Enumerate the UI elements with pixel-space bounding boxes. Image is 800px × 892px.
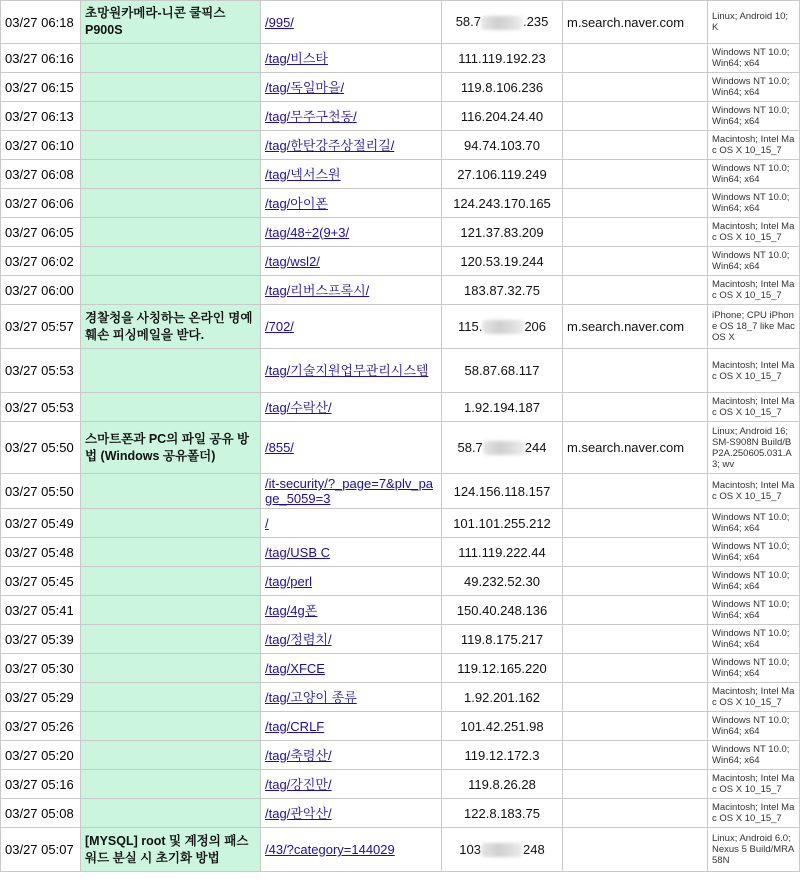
request-path-link[interactable]: /702/ (265, 319, 294, 334)
table-row (1, 160, 800, 189)
post-title (81, 509, 261, 538)
referrer (563, 131, 708, 160)
referrer (563, 276, 708, 305)
request-path-cell (261, 654, 442, 683)
post-title (81, 654, 261, 683)
ip-address: 111.119.192.23 (442, 44, 563, 73)
table-row (1, 349, 800, 393)
visit-time: 03/27 06:15 (1, 73, 81, 102)
referrer (563, 189, 708, 218)
visitor-log-body (1, 1, 800, 872)
referrer (563, 509, 708, 538)
request-path-cell (261, 218, 442, 247)
post-title (81, 218, 261, 247)
ip-address: 119.8.106.236 (442, 73, 563, 102)
referrer (563, 654, 708, 683)
referrer (563, 770, 708, 799)
user-agent: Windows NT 10.0; Win64; x64 (708, 44, 800, 73)
referrer (563, 596, 708, 625)
request-path-cell (261, 683, 442, 712)
ip-redaction-blur (481, 16, 523, 30)
request-path-link[interactable]: /995/ (265, 14, 294, 30)
ip-address (442, 828, 563, 872)
user-agent: Windows NT 10.0; Win64; x64 (708, 102, 800, 131)
request-path-link[interactable]: /tag/기술지원업무관리시스템 (265, 363, 429, 378)
user-agent: Windows NT 10.0; Win64; x64 (708, 189, 800, 218)
user-agent: Macintosh; Intel Mac OS X 10_15_7 (708, 218, 800, 247)
request-path-link[interactable]: /tag/USB C (265, 544, 331, 560)
request-path-cell (261, 102, 442, 131)
table-row (1, 683, 800, 712)
post-title (81, 276, 261, 305)
ip-address: 120.53.19.244 (442, 247, 563, 276)
ip-suffix: .235 (523, 14, 549, 30)
visit-time: 03/27 05:08 (1, 799, 81, 828)
table-row (1, 131, 800, 160)
referrer (563, 474, 708, 509)
table-row (1, 218, 800, 247)
table-row (1, 393, 800, 422)
referrer (563, 625, 708, 654)
ip-address: 119.8.175.217 (442, 625, 563, 654)
ip-address: 119.12.172.3 (442, 741, 563, 770)
request-path-cell (261, 596, 442, 625)
request-path-link[interactable]: /tag/wsl2/ (265, 253, 320, 269)
user-agent: Windows NT 10.0; Win64; x64 (708, 509, 800, 538)
referrer: m.search.naver.com (563, 1, 708, 44)
table-row (1, 44, 800, 73)
referrer (563, 712, 708, 741)
user-agent: Macintosh; Intel Mac OS X 10_15_7 (708, 683, 800, 712)
table-row (1, 567, 800, 596)
visit-time: 03/27 06:18 (1, 1, 81, 44)
ip-address: 122.8.183.75 (442, 799, 563, 828)
referrer (563, 160, 708, 189)
visit-time: 03/27 06:10 (1, 131, 81, 160)
visit-time: 03/27 05:39 (1, 625, 81, 654)
visit-time: 03/27 06:13 (1, 102, 81, 131)
ip-redaction-blur (483, 441, 525, 455)
ip-prefix: 58.7 (457, 439, 483, 455)
request-path-cell (261, 509, 442, 538)
request-path-link[interactable]: /tag/CRLF (265, 718, 325, 734)
ip-address: 124.243.170.165 (442, 189, 563, 218)
visit-time: 03/27 05:50 (1, 422, 81, 474)
post-title (81, 538, 261, 567)
visit-time: 03/27 06:00 (1, 276, 81, 305)
request-path-cell (261, 770, 442, 799)
visit-time: 03/27 05:45 (1, 567, 81, 596)
ip-address: 119.12.165.220 (442, 654, 563, 683)
user-agent: Macintosh; Intel Mac OS X 10_15_7 (708, 131, 800, 160)
visit-time: 03/27 05:29 (1, 683, 81, 712)
request-path-cell (261, 1, 442, 44)
request-path-link[interactable]: /43/?category=144029 (265, 842, 395, 857)
user-agent: Windows NT 10.0; Win64; x64 (708, 160, 800, 189)
user-agent: Windows NT 10.0; Win64; x64 (708, 712, 800, 741)
post-title: 초망원카메라-니콘 쿨픽스 P900S (81, 1, 261, 44)
request-path-link[interactable]: /tag/고양이 종류 (265, 689, 357, 705)
ip-address: 183.87.32.75 (442, 276, 563, 305)
referrer (563, 799, 708, 828)
post-title (81, 596, 261, 625)
user-agent: Linux; Android 10; K (708, 1, 800, 44)
visit-time: 03/27 06:08 (1, 160, 81, 189)
table-row (1, 422, 800, 474)
request-path-link[interactable]: /tag/정렴치/ (265, 631, 332, 647)
ip-address: 150.40.248.136 (442, 596, 563, 625)
request-path-cell (261, 538, 442, 567)
request-path-cell (261, 349, 442, 393)
post-title (81, 160, 261, 189)
user-agent: Macintosh; Intel Mac OS X 10_15_7 (708, 276, 800, 305)
visit-time: 03/27 06:16 (1, 44, 81, 73)
request-path-cell (261, 305, 442, 349)
request-path-cell (261, 73, 442, 102)
user-agent: Windows NT 10.0; Win64; x64 (708, 538, 800, 567)
request-path-link[interactable]: /tag/무주구천동/ (265, 108, 357, 124)
ip-address: 119.8.26.28 (442, 770, 563, 799)
request-path-cell (261, 276, 442, 305)
user-agent: Windows NT 10.0; Win64; x64 (708, 73, 800, 102)
ip-address: 49.232.52.30 (442, 567, 563, 596)
ip-prefix: 115. (457, 318, 483, 334)
user-agent: Macintosh; Intel Mac OS X 10_15_7 (708, 349, 800, 393)
user-agent: iPhone; CPU iPhone OS 18_7 like Mac OS X (708, 305, 800, 349)
request-path-link[interactable]: /tag/48÷2(9+3/ (265, 224, 350, 240)
table-row (1, 741, 800, 770)
referrer (563, 349, 708, 393)
visit-time: 03/27 05:53 (1, 349, 81, 393)
post-title (81, 799, 261, 828)
request-path-link[interactable]: /tag/독일마을/ (265, 79, 345, 95)
table-row (1, 73, 800, 102)
referrer (563, 741, 708, 770)
request-path-link[interactable]: /tag/XFCE (265, 660, 325, 676)
table-row (1, 1, 800, 44)
post-title: 스마트폰과 PC의 파일 공유 방법 (Windows 공유폴더) (81, 422, 261, 474)
visit-time: 03/27 05:49 (1, 509, 81, 538)
ip-address: 1.92.194.187 (442, 393, 563, 422)
visit-time: 03/27 05:57 (1, 305, 81, 349)
ip-address: 94.74.103.70 (442, 131, 563, 160)
user-agent: Windows NT 10.0; Win64; x64 (708, 625, 800, 654)
ip-address (442, 305, 563, 349)
request-path-cell (261, 44, 442, 73)
post-title (81, 349, 261, 393)
user-agent: Macintosh; Intel Mac OS X 10_15_7 (708, 770, 800, 799)
table-row (1, 247, 800, 276)
table-row (1, 189, 800, 218)
request-path-link[interactable]: /tag/축령산/ (265, 747, 332, 763)
ip-address: 111.119.222.44 (442, 538, 563, 567)
table-row (1, 509, 800, 538)
visit-time: 03/27 05:30 (1, 654, 81, 683)
request-path-link[interactable]: /tag/한탄강주상절리길/ (265, 137, 395, 153)
request-path-cell (261, 160, 442, 189)
table-row (1, 625, 800, 654)
request-path-link[interactable]: /tag/비스타 (265, 50, 328, 66)
table-row (1, 276, 800, 305)
referrer (563, 393, 708, 422)
visit-time: 03/27 05:07 (1, 828, 81, 872)
referrer (563, 683, 708, 712)
table-row (1, 828, 800, 872)
table-row (1, 770, 800, 799)
post-title (81, 712, 261, 741)
post-title: [MYSQL] root 및 계정의 패스워드 분실 시 초기화 방법 (81, 828, 261, 872)
ip-suffix: 206 (524, 318, 547, 334)
request-path-link[interactable]: /tag/관악산/ (265, 805, 332, 821)
request-path-cell (261, 799, 442, 828)
ip-prefix: 103 (459, 841, 481, 857)
ip-address: 121.37.83.209 (442, 218, 563, 247)
post-title (81, 73, 261, 102)
request-path-link[interactable]: /it-security/?_page=7&plv_page_5059=3 (265, 476, 434, 506)
user-agent: Linux; Android 6.0; Nexus 5 Build/MRA58N (708, 828, 800, 872)
user-agent: Macintosh; Intel Mac OS X 10_15_7 (708, 799, 800, 828)
table-row (1, 474, 800, 509)
ip-suffix: 248 (523, 841, 545, 857)
post-title (81, 44, 261, 73)
table-row (1, 596, 800, 625)
table-row (1, 102, 800, 131)
user-agent: Linux; Android 16; SM-S908N Build/BP2A.250605.031.A3; wv (708, 422, 800, 474)
request-path-cell (261, 474, 442, 509)
referrer (563, 73, 708, 102)
referrer (563, 538, 708, 567)
referrer (563, 102, 708, 131)
visit-time: 03/27 05:20 (1, 741, 81, 770)
request-path-cell (261, 741, 442, 770)
table-row (1, 654, 800, 683)
ip-address: 27.106.119.249 (442, 160, 563, 189)
request-path-link[interactable]: /tag/4g폰 (265, 602, 318, 618)
request-path-cell (261, 247, 442, 276)
ip-prefix: 58.7 (455, 14, 481, 30)
request-path-link[interactable]: /tag/넥서스원 (265, 166, 341, 182)
table-row (1, 538, 800, 567)
user-agent: Windows NT 10.0; Win64; x64 (708, 247, 800, 276)
request-path-cell (261, 422, 442, 474)
ip-address: 1.92.201.162 (442, 683, 563, 712)
post-title (81, 189, 261, 218)
visit-time: 03/27 05:26 (1, 712, 81, 741)
referrer (563, 247, 708, 276)
ip-redaction-blur (482, 320, 524, 334)
referrer (563, 828, 708, 872)
referrer (563, 218, 708, 247)
ip-address: 124.156.118.157 (442, 474, 563, 509)
visit-time: 03/27 06:02 (1, 247, 81, 276)
post-title (81, 131, 261, 160)
request-path-cell (261, 131, 442, 160)
post-title (81, 102, 261, 131)
visit-time: 03/27 06:05 (1, 218, 81, 247)
visit-time: 03/27 06:06 (1, 189, 81, 218)
post-title (81, 741, 261, 770)
post-title: 경찰청을 사칭하는 온라인 명예훼손 피싱메일을 받다. (81, 305, 261, 349)
referrer: m.search.naver.com (563, 305, 708, 349)
request-path-link[interactable]: /tag/리버스프록시/ (265, 282, 370, 298)
referrer (563, 44, 708, 73)
referrer (563, 567, 708, 596)
user-agent: Windows NT 10.0; Win64; x64 (708, 567, 800, 596)
visit-time: 03/27 05:48 (1, 538, 81, 567)
request-path-cell (261, 567, 442, 596)
visit-time: 03/27 05:50 (1, 474, 81, 509)
request-path-cell (261, 828, 442, 872)
request-path-cell (261, 625, 442, 654)
referrer: m.search.naver.com (563, 422, 708, 474)
post-title (81, 567, 261, 596)
user-agent: Macintosh; Intel Mac OS X 10_15_7 (708, 474, 800, 509)
request-path-link[interactable]: / (265, 515, 269, 531)
post-title (81, 770, 261, 799)
request-path-link[interactable]: /tag/아이폰 (265, 195, 328, 211)
request-path-link[interactable]: /tag/수락산/ (265, 399, 332, 415)
post-title (81, 474, 261, 509)
ip-address: 116.204.24.40 (442, 102, 563, 131)
request-path-link[interactable]: /tag/강진만/ (265, 776, 332, 792)
visit-time: 03/27 05:41 (1, 596, 81, 625)
ip-suffix: 244 (524, 439, 547, 455)
request-path-link[interactable]: /855/ (265, 440, 294, 455)
ip-address: 58.87.68.117 (442, 349, 563, 393)
user-agent: Macintosh; Intel Mac OS X 10_15_7 (708, 393, 800, 422)
request-path-cell (261, 189, 442, 218)
user-agent: Windows NT 10.0; Win64; x64 (708, 654, 800, 683)
user-agent: Windows NT 10.0; Win64; x64 (708, 596, 800, 625)
user-agent: Windows NT 10.0; Win64; x64 (708, 741, 800, 770)
table-row (1, 305, 800, 349)
request-path-cell (261, 393, 442, 422)
ip-address (442, 1, 563, 44)
post-title (81, 247, 261, 276)
visit-time: 03/27 05:16 (1, 770, 81, 799)
ip-address: 101.101.255.212 (442, 509, 563, 538)
post-title (81, 393, 261, 422)
ip-address: 101.42.251.98 (442, 712, 563, 741)
ip-address (442, 422, 563, 474)
ip-redaction-blur (481, 843, 523, 857)
table-row (1, 712, 800, 741)
table-row (1, 799, 800, 828)
post-title (81, 683, 261, 712)
request-path-link[interactable]: /tag/perl (265, 573, 312, 589)
post-title (81, 625, 261, 654)
visit-time: 03/27 05:53 (1, 393, 81, 422)
request-path-cell (261, 712, 442, 741)
